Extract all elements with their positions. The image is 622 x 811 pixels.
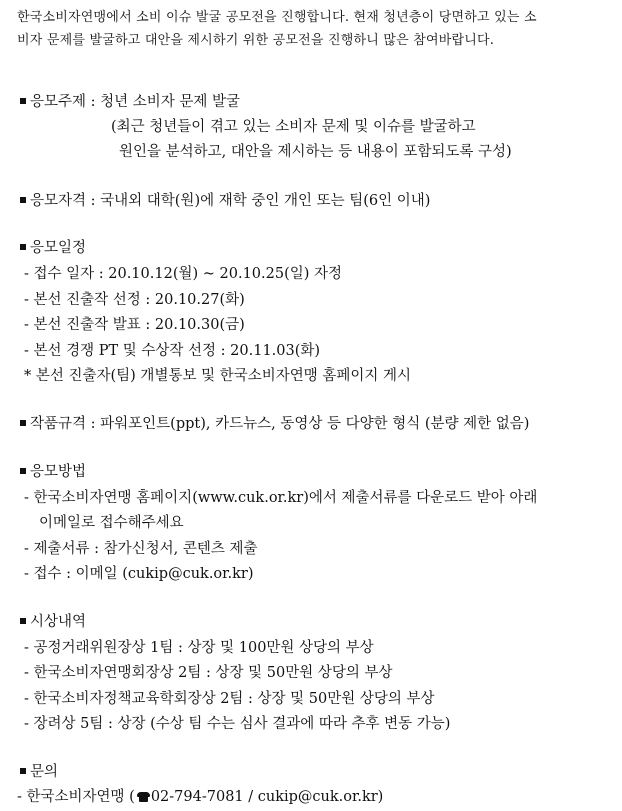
eligibility-heading-text: 응모자격 : 국내외 대학(원)에 재학 중인 개인 또는 팀(6인 이내) (30, 193, 431, 209)
intro-line-2: 비자 문제를 발굴하고 대안을 제시하기 위한 공모전을 진행하니 많은 참여바랍니다. (17, 33, 495, 48)
topic-heading (20, 92, 240, 112)
method-item: - 제출서류 : 참가신청서, 콘텐츠 제출 (24, 541, 258, 557)
square-bullet-icon (20, 768, 26, 774)
telephone-icon (137, 792, 150, 802)
topic-detail-2: 원인을 분석하고, 대안을 제시하는 등 내용이 포함되도록 구성) (119, 144, 512, 160)
award-item: - 장려상 5팀 : 상장 (수상 팀 수는 심사 결과에 따라 추후 변동 가능) (24, 716, 451, 732)
format-heading-text: 작품규격 : 파워포인트(ppt), 카드뉴스, 동영상 등 다양한 형식 (분량 제한 없음) (30, 416, 530, 432)
award-item: - 공정거래위원장상 1팀 : 상장 및 100만원 상당의 부상 (24, 640, 374, 656)
award-item: - 한국소비자연맹회장상 2팀 : 상장 및 50만원 상당의 부상 (24, 665, 393, 681)
square-bullet-icon (20, 468, 26, 474)
square-bullet-icon (20, 197, 26, 203)
method-item: - 접수 : 이메일 (cukip@cuk.or.kr) (24, 566, 254, 582)
topic-detail-1: (최근 청년들이 겪고 있는 소비자 문제 및 이슈를 발굴하고 (111, 119, 476, 135)
schedule-item: - 본선 진출작 선정 : 20.10.27(화) (24, 292, 245, 308)
awards-heading (20, 612, 86, 632)
square-bullet-icon (20, 244, 26, 250)
schedule-heading-text: 응모일정 (30, 240, 87, 256)
method-heading (20, 462, 86, 482)
contact-prefix: - 한국소비자연맹 ( (17, 789, 135, 805)
contact-suffix: 02-794-7081 / cukip@cuk.or.kr) (150, 789, 384, 805)
method-item-continued: 이메일로 접수해주세요 (39, 515, 184, 531)
schedule-item: - 접수 일자 : 20.10.12(월) ~ 20.10.25(일) 자정 (24, 266, 343, 282)
contact-heading-text: 문의 (30, 764, 59, 780)
method-heading-text: 응모방법 (30, 464, 87, 480)
square-bullet-icon (20, 420, 26, 426)
square-bullet-icon (20, 98, 26, 104)
schedule-note: * 본선 진출자(팀) 개별통보 및 한국소비자연맹 홈페이지 게시 (24, 368, 411, 384)
square-bullet-icon (20, 618, 26, 624)
schedule-heading (20, 238, 86, 258)
contact-line (17, 787, 383, 807)
awards-heading-text: 시상내역 (30, 614, 87, 630)
schedule-item: - 본선 경쟁 PT 및 수상작 선정 : 20.11.03(화) (24, 343, 321, 359)
contact-heading (20, 762, 58, 782)
award-item: - 한국소비자정책교육학회장상 2팀 : 상장 및 50만원 상당의 부상 (24, 691, 435, 707)
topic-heading-text: 응모주제 : 청년 소비자 문제 발굴 (30, 94, 241, 110)
eligibility-heading (20, 191, 430, 211)
intro-line-1: 한국소비자연맹에서 소비 이슈 발굴 공모전을 진행합니다. 현재 청년층이 당면하고 있는 소 (17, 10, 537, 25)
format-heading (20, 414, 529, 434)
method-item: - 한국소비자연맹 홈페이지(www.cuk.or.kr)에서 제출서류를 다운로드 받아 아래 (24, 490, 538, 506)
schedule-item: - 본선 진출작 발표 : 20.10.30(금) (24, 317, 245, 333)
